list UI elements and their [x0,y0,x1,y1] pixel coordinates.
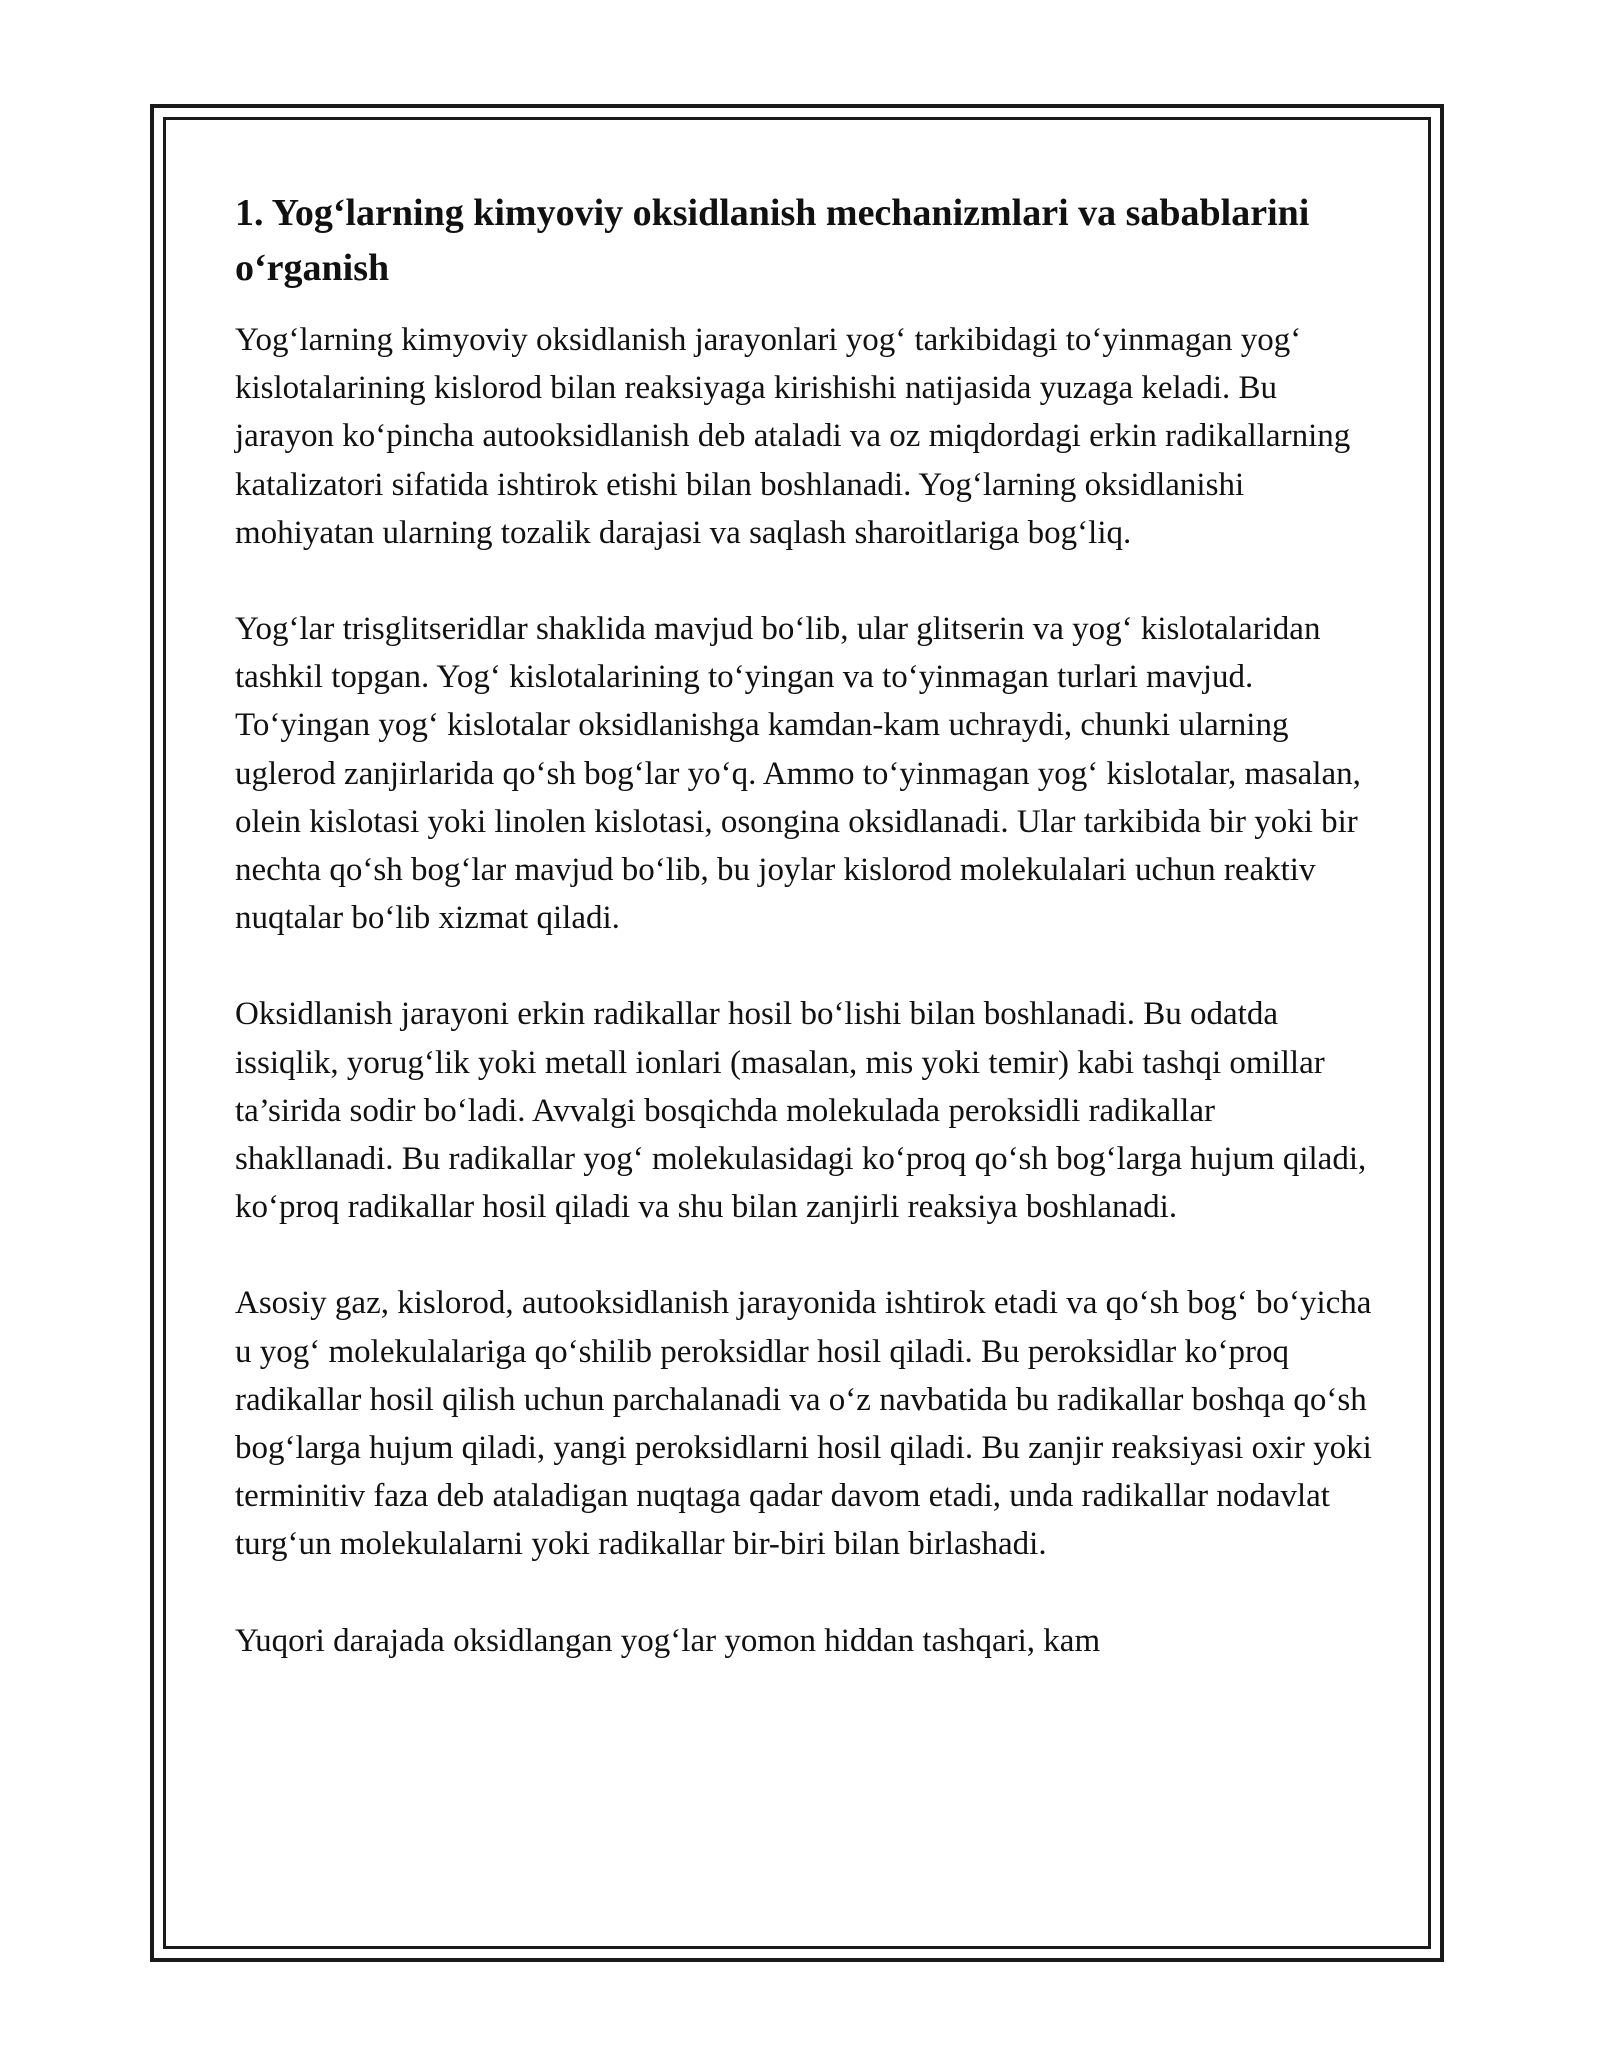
document-body [235,186,1375,1713]
paragraph-3: Oksidlanish jarayoni erkin radikallar hosil bo‘lishi bilan boshlanadi. Bu odatda issiqlik, yorug‘lik yoki metall ionlari (masalan, mis yoki temir) kabi tashqi omillar ta’sirida sodir bo‘ladi. Avvalgi bosqichda molekulada peroksidli radikallar shakllanadi. Bu radikallar yog‘ molekulasidagi ko‘proq qo‘sh bog‘larga hujum qiladi, ko‘proq radikallar hosil qiladi va shu bilan zanjirli reaksiya boshlanadi. [235,996,1367,1226]
paragraph-1: Yog‘larning kimyoviy oksidlanish jarayonlari yog‘ tarkibidagi to‘yinmagan yog‘ kislotalarining kislorod bilan reaksiyaga kirishishi natijasida yuzaga keladi. Bu jarayon ko‘pincha autooksidlanish deb ataladi va oz miqdordagi erkin radikallarning katalizatori sifatida ishtirok etishi bilan boshlanadi. Yog‘larning oksidlanishi mohiyatan ularning tozalik darajasi va saqlash sharoitlariga bog‘liq. [235,322,1351,551]
section-heading: 1. Yog‘larning kimyoviy oksidlanish mechanizmlari va sabablarini o‘rganish [235,192,1310,289]
paragraph-4: Asosiy gaz, kislorod, autooksidlanish jarayonida ishtirok etadi va qo‘sh bog‘ bo‘yicha u yog‘ molekulalariga qo‘shilib peroksidlar hosil qiladi. Bu peroksidlar ko‘proq radikallar hosil qilish uchun parchalanadi va o‘z navbatida bu radikallar boshqa qo‘sh bog‘larga hujum qiladi, yangi peroksidlarni hosil qiladi. Bu zanjir reaksiyasi oxir yoki terminitiv faza deb ataladigan nuqtaga qadar davom etadi, unda radikallar nodavlat turg‘un molekulalarni yoki radikallar bir-biri bilan birlashadi. [235,1285,1372,1563]
paragraph-5: Yuqori darajada oksidlangan yog‘lar yomon hiddan tashqari, kam [235,1622,1101,1659]
paragraph-2: Yog‘lar trisglitseridlar shaklida mavjud bo‘lib, ular glitserin va yog‘ kislotalaridan tashkil topgan. Yog‘ kislotalarining to‘yingan va to‘yinmagan turlari mavjud. To‘yingan yog‘ kislotalar oksidlanishga kamdan-kam uchraydi, chunki ularning uglerod zanjirlarida qo‘sh bog‘lar yo‘q. Ammo to‘yinmagan yog‘ kislotalar, masalan, olein kislotasi yoki linolen kislotasi, osongina oksidlanadi. Ular tarkibida bir yoki bir nechta qo‘sh bog‘lar mavjud bo‘lib, bu joylar kislorod molekulalari uchun reaktiv nuqtalar bo‘lib xizmat qiladi. [235,611,1361,937]
